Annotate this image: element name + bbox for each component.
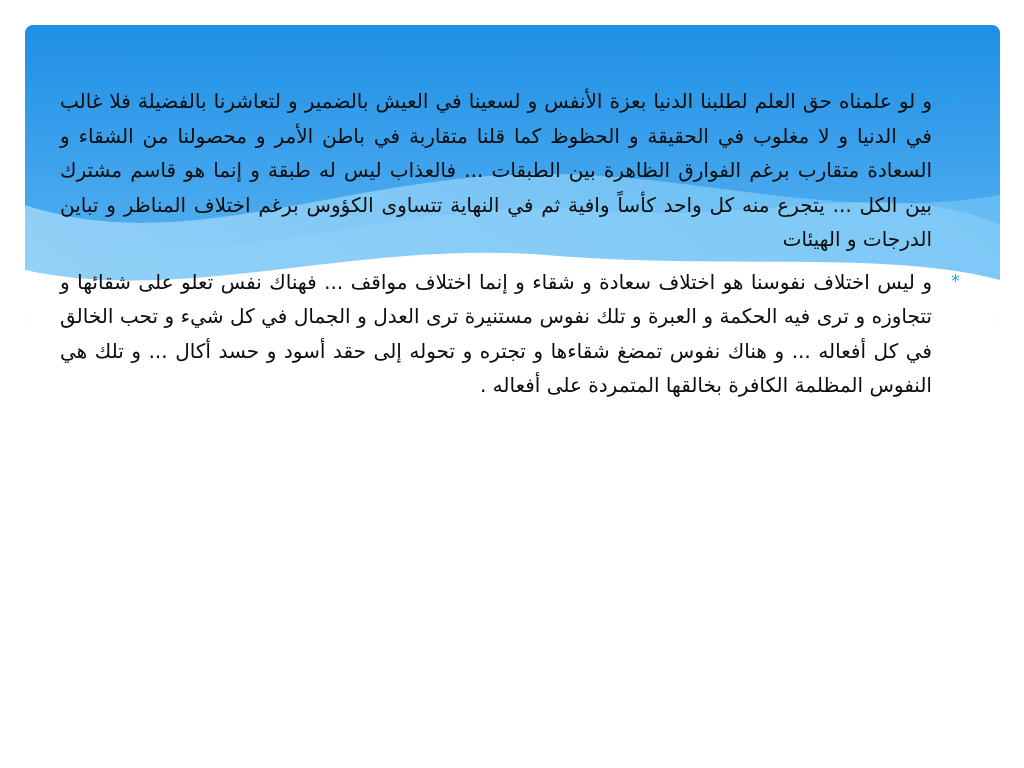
bullet-text-2: و ليس اختلاف نفوسنا هو اختلاف سعادة و شقاء و إنما اختلاف مواقف ... فهناك نفس تعلو على شقائها و تتجاوزه و ترى فيه الحكمة و العبرة و تلك نفوس مستنيرة ترى العدل و الجمال في كل شيء و تحب الخالق في كل أفعاله ... و هناك نفوس تمضغ شقاءها و تجتره و تحوله إلى حقد أسود و حسد أكال ... و تلك هي النفوس المظلمة الكافرة بخالقها المتمردة على أفعاله . — [60, 269, 932, 397]
slide-body — [60, 84, 960, 411]
bullet-paragraph-1 — [60, 84, 960, 257]
asterisk-bullet-icon: * — [951, 270, 960, 292]
bullet-text-1: و لو علمناه حق العلم لطلبنا الدنيا بعزة الأنفس و لسعينا في العيش بالضمير و لتعاشرنا بالفضيلة فلا غالب في الدنيا و لا مغلوب في الحقيقة و الحظوظ كما قلنا متقاربة في باطن الأمر و محصولنا من الشقاء و السعادة متقارب برغم الفوارق الظاهرة بين الطبقات ... فالعذاب ليس له طبقة و إنما هو قاسم مشترك بين الكل ... يتجرع منه كل واحد كأساً وافية ثم في النهاية تتساوى الكؤوس برغم اختلاف المناظر و تباين الدرجات و الهيئات — [60, 89, 932, 251]
asterisk-bullet-icon: * — [951, 90, 960, 111]
bullet-paragraph-2 — [60, 265, 960, 403]
